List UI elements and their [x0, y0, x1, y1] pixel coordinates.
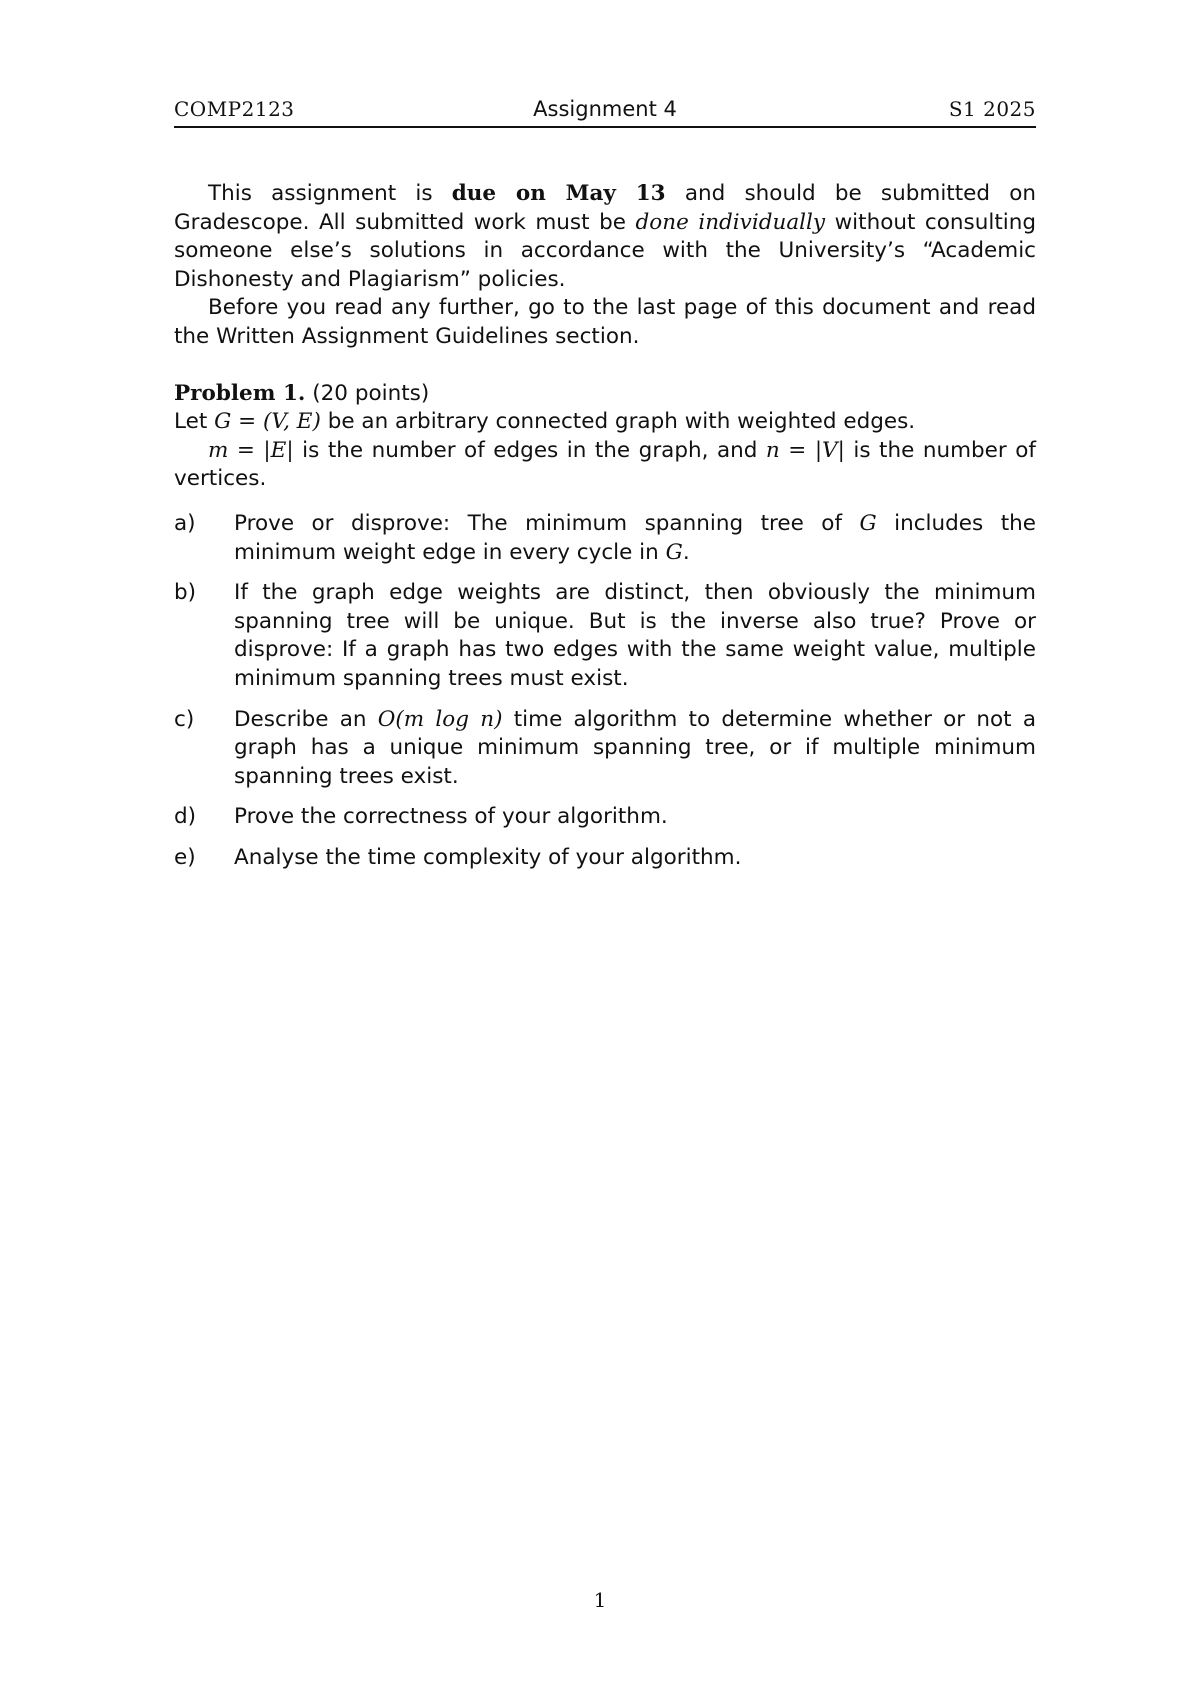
part-text: includes the minimum weight edge in every cycle in	[234, 510, 1036, 565]
part-c	[174, 706, 1036, 792]
individually-emphasis: done individually	[635, 209, 826, 235]
part-a	[174, 510, 1036, 567]
page-body	[174, 180, 1036, 884]
part-label: e)	[174, 844, 196, 870]
part-text: time algorithm to determine whether or not a graph has a unique minimum spanning tree, or if multiple minimum spanning trees exist.	[234, 706, 1037, 789]
part-text: .	[682, 539, 690, 565]
part-b	[174, 579, 1036, 693]
part-text: If the graph edge weights are distinct, then obviously the minimum spanning tree will be unique. But is the inverse also true? Prove or disprove: If a graph has two edges with the same weight value, multiple minimum spanning trees must exist.	[234, 580, 1036, 691]
part-text: Describe an	[234, 706, 378, 732]
vertex-count-math: n = |V|	[765, 437, 845, 463]
part-label: b)	[174, 580, 197, 606]
statement-text: Let	[174, 409, 215, 435]
intro-text: and should be submitted on Gradescope. All submitted work must be	[174, 181, 1037, 235]
math-symbol: G	[665, 539, 683, 565]
part-text: Analyse the time complexity of your algorithm.	[234, 844, 742, 870]
graph-definition-math: G = (V, E)	[214, 409, 321, 435]
part-label: d)	[174, 804, 197, 830]
problem-heading	[174, 380, 1036, 409]
problem-notation	[174, 437, 1036, 494]
notation-text: is the number of edges in the graph, and	[293, 437, 766, 463]
problem-statement	[174, 408, 1036, 437]
course-code: COMP2123	[174, 97, 295, 121]
problem-label: Problem 1.	[174, 380, 306, 406]
header-rule	[174, 126, 1036, 128]
intro-text: without consulting someone else’s solutions in accordance with the University’s “Academic Dishonesty and Plagiarism” policies.	[174, 209, 1037, 292]
part-label: c)	[174, 706, 195, 732]
complexity-math: O(m log n)	[377, 706, 503, 732]
page-number: 1	[593, 1588, 607, 1612]
edge-count-math: m = |E|	[208, 437, 294, 463]
part-text: Prove or disprove: The minimum spanning tree of	[234, 510, 860, 536]
part-e	[174, 844, 1036, 873]
part-label: a)	[174, 510, 196, 536]
math-symbol: G	[859, 510, 877, 536]
intro-text: This assignment is	[208, 181, 452, 206]
page-header	[174, 96, 1036, 126]
document-title: Assignment 4	[533, 97, 677, 121]
notation-text: is the number of vertices.	[174, 437, 1036, 492]
due-date: due on May 13	[451, 181, 666, 206]
semester-label: S1 2025	[948, 97, 1036, 121]
part-text: Prove the correctness of your algorithm.	[234, 804, 668, 830]
part-d	[174, 803, 1036, 832]
intro-paragraph	[174, 180, 1036, 294]
problem-parts	[174, 510, 1036, 873]
problem-points: (20 points)	[305, 380, 430, 406]
guidelines-paragraph: Before you read any further, go to the last page of this document and read the Written Assignment Guidelines section.	[174, 295, 1036, 349]
statement-text: be an arbitrary connected graph with weighted edges.	[320, 409, 916, 435]
